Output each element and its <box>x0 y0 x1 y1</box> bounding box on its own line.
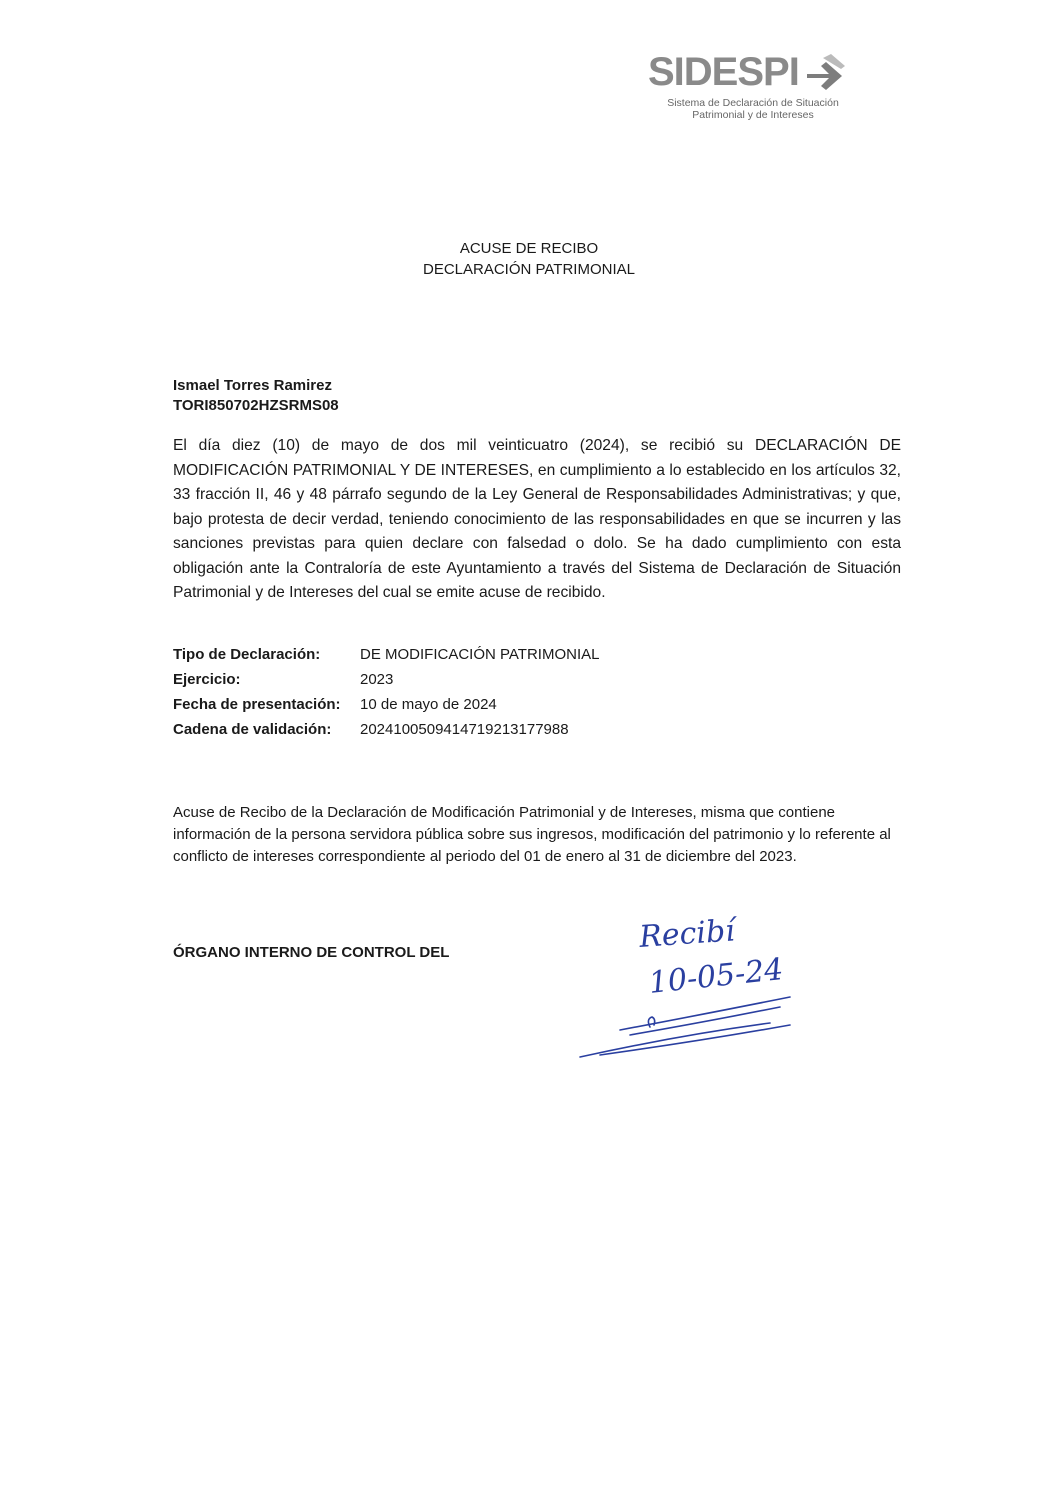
field-row-validation <box>173 717 599 742</box>
field-row-type <box>173 642 599 667</box>
logo-brand: SIDESPI <box>648 50 799 94</box>
sidespi-logo <box>648 52 868 121</box>
declaration-details <box>173 642 599 742</box>
field-value: 10 de mayo de 2024 <box>360 696 497 713</box>
closing-paragraph: Acuse de Recibo de la Declaración de Modificación Patrimonial y de Intereses, misma que contiene información de la persona servidora pública sobre sus ingresos, modificación del patrimonio y lo referente al conflicto de intereses correspondiente al periodo del 01 de enero al 31 de diciembre del 2023. <box>173 804 891 865</box>
arrow-icon <box>805 52 847 97</box>
handwritten-received: Recibí <box>638 913 736 955</box>
field-value: 2023 <box>360 671 394 688</box>
recipient-rfc: TORI850702HZSRMS08 <box>173 397 339 414</box>
handwritten-received-signature <box>560 905 880 1080</box>
field-value: 2024100509414719213177988 <box>360 721 569 738</box>
field-row-date <box>173 692 599 717</box>
recipient-name: Ismael Torres Ramirez <box>173 377 332 394</box>
document-title <box>0 238 1058 280</box>
organ-signature-label: ÓRGANO INTERNO DE CONTROL DEL <box>173 944 450 961</box>
field-label: Cadena de validación: <box>173 721 332 738</box>
field-row-year <box>173 667 599 692</box>
field-value: DE MODIFICACIÓN PATRIMONIAL <box>360 646 600 663</box>
logo-subtitle-2: Patrimonial y de Intereses <box>692 109 814 121</box>
title-line-1: ACUSE DE RECIBO <box>459 240 599 257</box>
title-line-2: DECLARACIÓN PATRIMONIAL <box>423 261 635 278</box>
signature-strokes <box>580 997 790 1057</box>
logo-subtitle-1: Sistema de Declaración de Situación <box>667 97 839 109</box>
field-label: Tipo de Declaración: <box>173 646 321 663</box>
field-label: Fecha de presentación: <box>173 696 341 713</box>
field-label: Ejercicio: <box>173 671 241 688</box>
body-paragraph: El día diez (10) de mayo de dos mil veinticuatro (2024), se recibió su DECLARACIÓN DE MODIFICACIÓN PATRIMONIAL Y DE INTERESES, en cumplimiento a lo establecido en los artículos 32, 33 fracción II, 46 y 48 párrafo segundo de la Ley General de Responsabilidades Administrativas; y que, bajo protesta de decir verdad, teniendo conocimiento de las responsabilidades en que se incurren y las sanciones previstas para quien declare con falsedad o dolo. Se ha dado cumplimiento con esta obligación ante la Contraloría de este Ayuntamiento a través del Sistema de Declaración de Situación Patrimonial y de Intereses del cual se emite acuse de recibido. <box>173 437 901 601</box>
handwritten-date: 10-05-24 <box>647 952 785 1001</box>
recipient <box>173 376 339 416</box>
